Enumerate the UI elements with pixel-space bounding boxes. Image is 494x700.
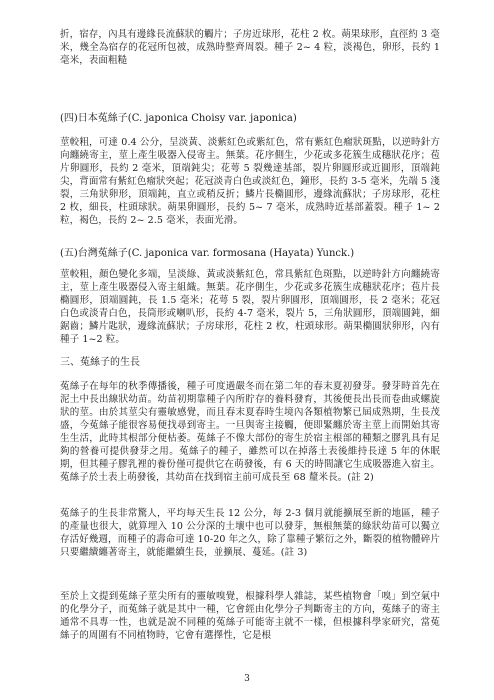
page-number: 3 — [244, 674, 250, 684]
section-4-heading: (四)日本菟絲子(C. japonica Choisy var. japonica) — [60, 113, 297, 124]
section-3-heading: 三、菟絲子的生長 — [60, 357, 140, 368]
section-5-body: 莖較粗，顏色變化多端，呈淡綠、黃或淡紫紅色，常具紫紅色斑點，以逆時針方向纏繞寄主，莖上產生吸器侵入寄主組織。無葉。花序側生，少花或多花簇生成穗狀花序；苞片長橢圓形，頂端圓鈍，長 1.5 毫米；花萼 5 裂，裂片卵圓形，頂端圓形，長 2 毫米；花冠白色或淡青白色，長筒形或喇叭形，長約 4-7 毫米，裂片 5，三角狀圓形，頂端圓鈍，細鋸齒；鱗片匙狀，邊緣流蘇狀；子房球形，花柱 2 枚，柱頭球形。蒴果橢圓狀卵形，內有種子 1~2 粒。 — [60, 269, 440, 345]
growth-paragraph-3: 至於上文提到菟絲子莖尖所有的靈敏嗅覺，根據科學人雜誌，某些植物會「嗅」到空氣中的化學分子，而菟絲子就是其中一種，它會經由化學分子判斷寄主的方向，菟絲子的寄主通常不具專一性，也就是說不同種的菟絲子可能寄主就不一樣，但根據科學家研究，當菟絲子的周圍有不同植物時，它會有選擇性，它是根 — [60, 591, 440, 641]
section-4-body: 莖較粗，可達 0.4 公分，呈淡黃、淡紫紅色或紫紅色，常有紫紅色瘤狀斑點，以逆時針方向纏繞寄主，莖上產生吸器入侵寄主。無葉。花序側生，少花或多花簇生成穗狀花序；苞片卵圓形，長約 2 毫米，頂端鈍尖；花萼 5 裂幾達基部，裂片卵圓形或近圓形，頂端鈍尖，背面常有紫紅色瘤狀突起；花冠淡青白色或淡紅色，鐘形，長約 3-5 毫米，先端 5 淺裂，三角狀卵形，頂端鈍，直立或稍反折；鱗片長橢圓形，邊緣流蘇狀；子房球形，花柱 2 枚，細長，柱頭球狀。蒴果卵圓形，長約 5~ 7 毫米，成熟時近基部蓋裂。種子 1~ 2 粒，褐色，長約 2~ 2.5 毫米，表面光滑。 — [60, 137, 440, 226]
growth-paragraph-2: 菟絲子的生長非常驚人，平均每天生長 12 公分，每 2-3 個月就能擴展至新的地區，種子的產量也很大，就算埋入 10 公分深的土壤中也可以發芽，無根無葉的綠狀幼苗可以獨立存活好幾週，而種子的壽命可達 10-20 年之久，除了靠種子繁衍之外，斷裂的植物體碎片只要繼續纏著寄主，就能繼續生長，並擴展、蔓延。(註 3) — [60, 508, 440, 558]
section-5-heading: (五)台灣菟絲子(C. japonica var. formosana (Hayata) Yunck.) — [60, 248, 355, 259]
intro-paragraph: 折，宿存，內具有邊緣長流蘇狀的觸片；子房近球形，花柱 2 枚。蒴果球形，直徑約 3 毫米，幾全為宿存的花冠所包被，成熟時整齊周裂。種子 2~ 4 粒，淡褐色，卵形，長約 1 毫米，表面粗糙 — [60, 29, 440, 66]
growth-paragraph-1: 菟絲子在每年的秋季傳播後，種子可度過嚴冬而在第二年的春末夏初發芽。發芽時首先在泥土中長出線狀幼苗。幼苗初期靠種子內所貯存的養料發育，其後便長出長而卷曲或螺旋狀的莖。由於其莖尖有靈敏感覺，而且春末夏春時生境內各類植物繁已屆成熟期，生長茂盛，今菟絲子能很容易便找尋到寄主。一旦與寄主接觸，便即緊纏於寄主莖上而開始其寄生生活，此時其根部分便枯萎。菟絲子不像大部份的寄生於宿主根部的種類之膠乳具有足夠的營養可提供發芽之用。菟絲子的種子，雖然可以在掉落土表後維持長達 5 年的休眠期，但其種子膠乳裡的養份僅可提供它在萌發後，有 6 天的時間讓它生成吸器進入宿主。菟絲子於土表上萌發後，其幼苗在找到宿主前可成長至 68 釐米長。(註 2) — [60, 381, 440, 483]
